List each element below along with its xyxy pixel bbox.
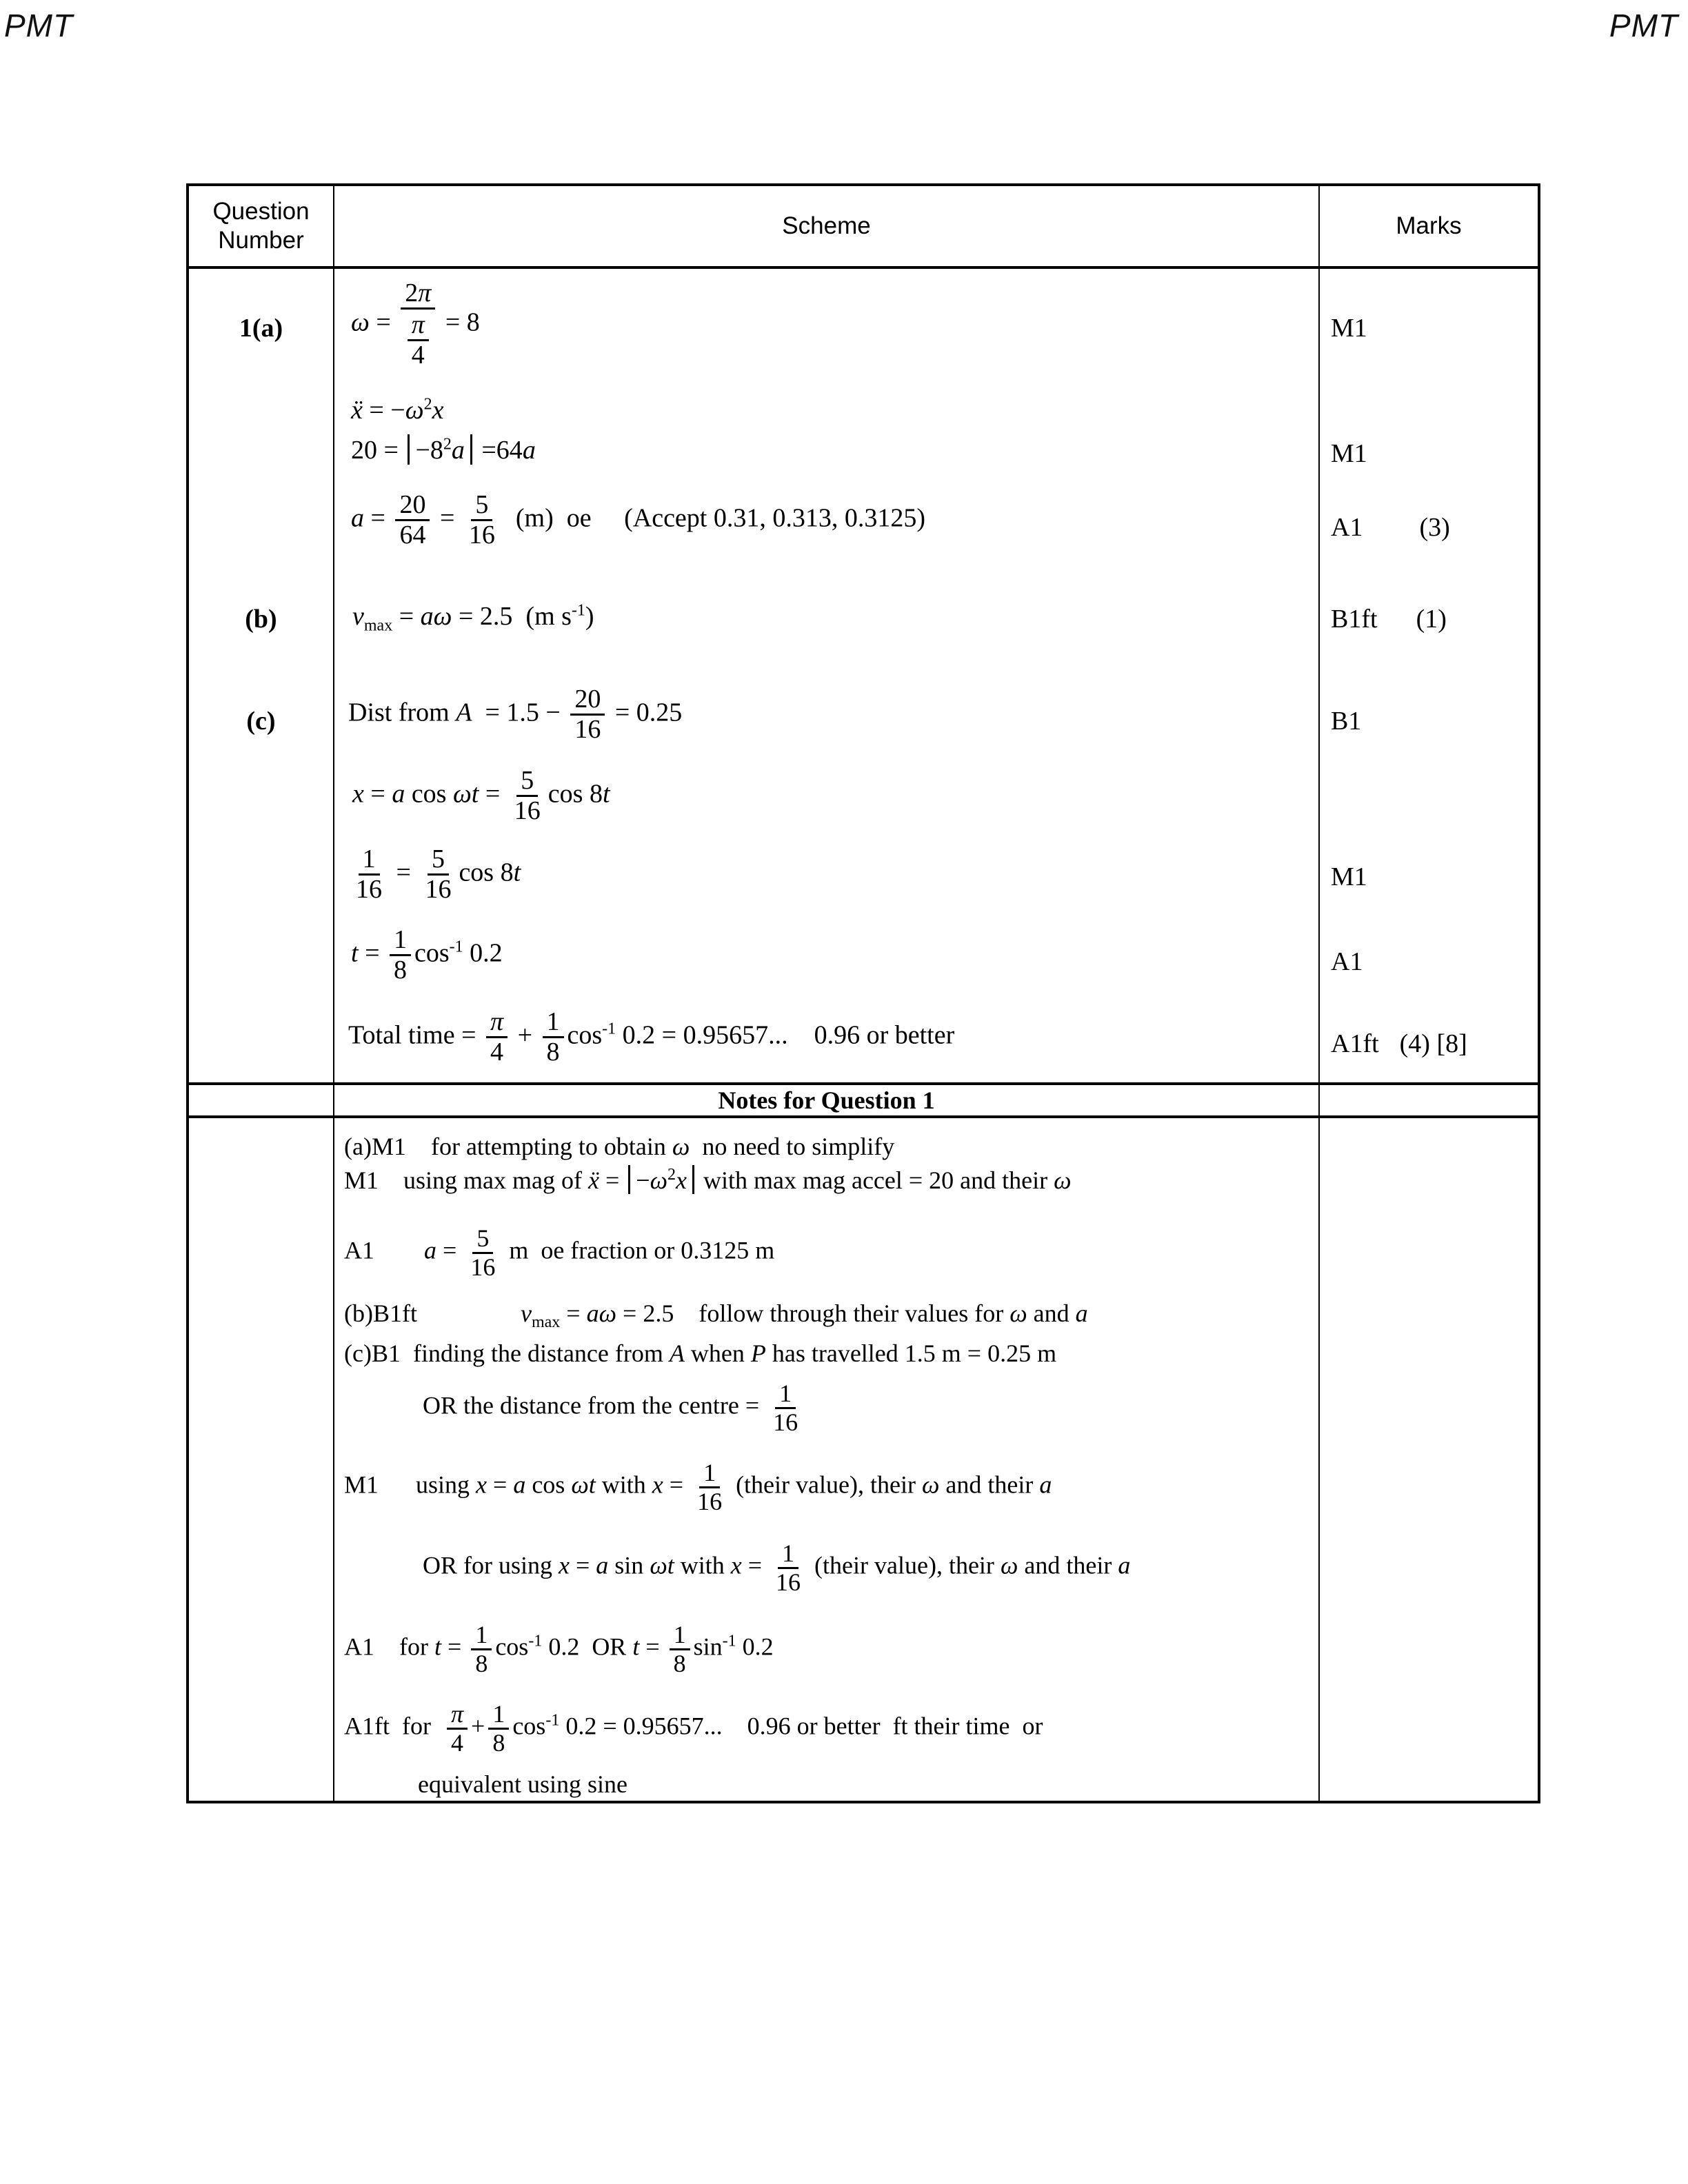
question-number-cell [189, 269, 334, 1082]
mark-c3 [1331, 862, 1532, 892]
scheme-line-a4: a = $\frac{20}{64}$ = $\frac{5}{16}$ (m) oe (Accept 0.31, 0.313, 0.3125) [351, 490, 926, 550]
part-total: (1) [1416, 605, 1447, 634]
notes-title: Notes for Question 1 [718, 1086, 935, 1114]
note-line-9: A1 for t = $\frac{1}{8}$ $\cos^{-1} 0.2$ OR t = $\frac{1}{8}$ $\sin^{-1} 0.2$ [344, 1621, 774, 1677]
scheme-line-b1: $v_{max} = a\omega = 2.5$ (m $s^{-1}$) [352, 601, 594, 635]
scheme-line-c4: t = $\frac{1}{8}$ $\cos^{-1} 0.2$ [351, 925, 503, 985]
note-line-11: equivalent using sine [418, 1770, 627, 1798]
note-line-1: (a)M1 for attempting to obtain ω no need to simplify [344, 1133, 895, 1160]
scheme-line-a1: ω = $\frac{2\pi}{\frac{\pi}{4}}$ = 8 [351, 279, 480, 370]
mark-a1 [1331, 313, 1532, 343]
pmt-watermark-right: PMT [1609, 8, 1678, 43]
note-line-3: A1 a = $\frac{5}{16}$ m oe fraction or 0.3125 m [344, 1224, 775, 1281]
scheme-line-c5: Total time = $\frac{\pi}{4}$ + $\frac{1}{8}$ $\cos^{-1} 0.2 = 0.95657$... 0.96 or better [348, 1007, 955, 1067]
mark-label: M1 [1331, 314, 1367, 343]
header-marks: Marks [1396, 212, 1462, 239]
notes-header-row [189, 1085, 1538, 1118]
notes-empty-right [1320, 1118, 1538, 1801]
pmt-watermark-left: PMT [4, 8, 74, 43]
note-line-2: M1 using max mag of ẍ = $-\omega^2x$ with max mag accel = 20 and their ω [344, 1166, 1072, 1194]
mark-label: A1 [1331, 513, 1363, 542]
scheme-line-a3: $20 = -8^2a =64a$ [351, 435, 536, 465]
mark-scheme-table [186, 183, 1540, 1803]
note-line-5: (c)B1 finding the distance from A when P has travelled 1.5 m = 0.25 m [344, 1339, 1057, 1367]
notes-header-empty-right [1320, 1085, 1538, 1115]
header-question-number: Question Number [189, 186, 334, 266]
mark-c1 [1331, 706, 1532, 736]
mark-c5 [1331, 1029, 1532, 1059]
notes-row [189, 1118, 1538, 1801]
mark-label: A1ft [1331, 1029, 1379, 1058]
scheme-cell [334, 269, 1320, 1082]
notes-empty-left [189, 1118, 334, 1801]
question-1-row [189, 269, 1538, 1085]
part-total: (3) [1419, 513, 1450, 542]
scheme-line-c2: x = a cos ωt = $\frac{5}{16}$ cos 8t [352, 766, 610, 826]
question-label-b: (b) [245, 605, 277, 634]
mark-a4 [1331, 512, 1532, 543]
marks-cell [1320, 269, 1538, 1082]
mark-label: B1ft [1331, 605, 1378, 634]
notes-header-cell [334, 1085, 1320, 1115]
scheme-line-a2: ẍ = $-\omega^2x$ [351, 395, 444, 425]
mark-label: B1 [1331, 707, 1362, 736]
part-and-question-total: (4) [8] [1399, 1029, 1467, 1058]
note-line-7: M1 using x = a cos ωt with x = $\frac{1}{16}$ (their value), their ω and their a [344, 1459, 1052, 1515]
note-line-6: OR the distance from the centre = $\frac{1}{16}$ [423, 1379, 798, 1436]
question-label-1a: 1(a) [239, 314, 283, 343]
note-line-10: A1ft for $\frac{\pi}{4}$ + $\frac{1}{8}$ $\cos^{-1} 0.2 = 0.95657$... 0.96 or better ft their time or [344, 1700, 1043, 1757]
mark-a3 [1331, 438, 1532, 469]
mark-label: M1 [1331, 439, 1367, 468]
notes-cell [334, 1118, 1320, 1801]
question-label-c: (c) [246, 707, 276, 736]
header-scheme: Scheme [334, 186, 1320, 266]
mark-label: M1 [1331, 862, 1367, 891]
mark-b1 [1331, 604, 1532, 634]
note-line-4: (b)B1ft $v_{max} = a\omega = 2.5$ follow through their values for ω and a [344, 1300, 1088, 1332]
notes-header-empty-left [189, 1085, 334, 1115]
mark-c4 [1331, 947, 1532, 977]
scheme-line-c3: $\frac{1}{16}$ = $\frac{5}{16}$ cos 8t [356, 845, 521, 904]
scheme-line-c1: Dist from A = 1.5 − $\frac{20}{16}$ = 0.25 [348, 685, 683, 745]
note-line-8: OR for using x = a sin ωt with x = $\frac{1}{16}$ (their value), their ω and their a [423, 1539, 1131, 1596]
mark-label: A1 [1331, 947, 1363, 976]
table-header-row [189, 186, 1538, 269]
